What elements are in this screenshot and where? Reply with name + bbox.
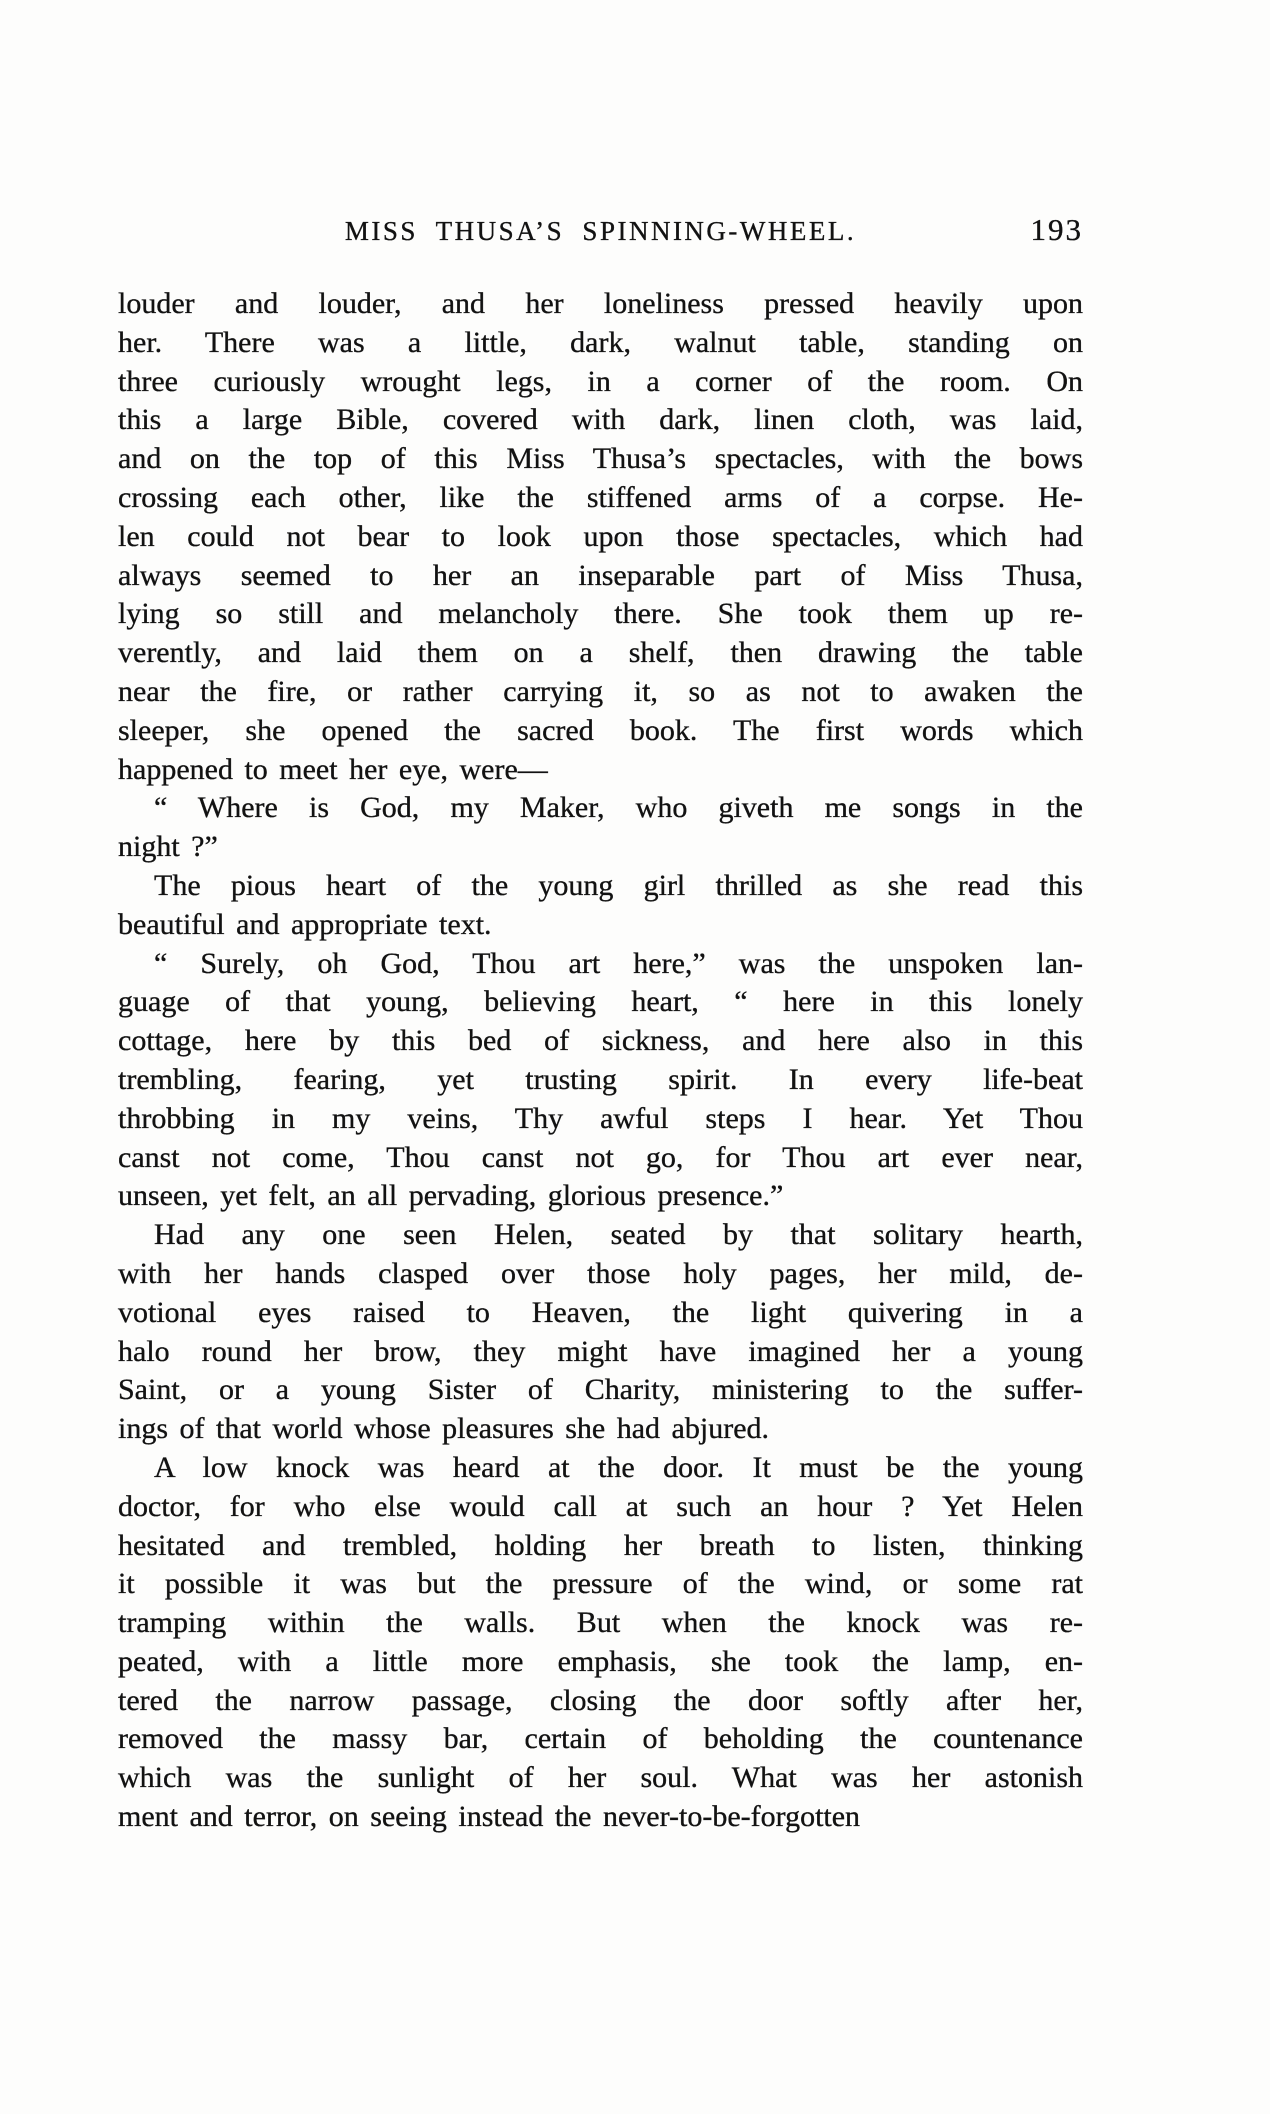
text-line: Saint, or a young Sister of Charity, ministering to the suffer-	[118, 1373, 1083, 1407]
text-line: The pious heart of the young girl thrilled as she read this	[154, 868, 1083, 902]
text-line: removed the massy bar, certain of beholding the countenance	[118, 1722, 1083, 1756]
text-line: always seemed to her an inseparable part of Miss Thusa,	[118, 558, 1083, 592]
text-line: and on the top of this Miss Thusa’s spectacles, with the bows	[118, 442, 1083, 476]
text-line: A low knock was heard at the door. It must be the young	[154, 1450, 1083, 1484]
text-line: tramping within the walls. But when the knock was re-	[118, 1606, 1083, 1640]
text-line: verently, and laid them on a shelf, then drawing the table	[118, 636, 1083, 670]
text-line: it possible it was but the pressure of the wind, or some rat	[118, 1567, 1083, 1601]
text-line: “ Where is God, my Maker, who giveth me songs in the	[154, 791, 1083, 825]
text-line: hesitated and trembled, holding her breath to listen, thinking	[118, 1528, 1083, 1562]
text-line: crossing each other, like the stiffened arms of a corpse. He-	[118, 480, 1083, 514]
text-line: three curiously wrought legs, in a corner of the room. On	[118, 364, 1083, 398]
text-line: tered the narrow passage, closing the door softly after her,	[118, 1683, 1083, 1717]
text-line: votional eyes raised to Heaven, the light quivering in a	[118, 1295, 1083, 1329]
text-line: throbbing in my veins, Thy awful steps I hear. Yet Thou	[118, 1101, 1083, 1135]
text-line: len could not bear to look upon those spectacles, which had	[118, 519, 1083, 553]
page-title: MISS THUSA’S SPINNING-WHEEL.	[344, 216, 857, 246]
text-block	[118, 285, 1083, 1837]
text-line: guage of that young, believing heart, “ here in this lonely	[118, 985, 1083, 1019]
text-line: ings of that world whose pleasures she had abjured.	[118, 1412, 770, 1446]
text-line: peated, with a little more emphasis, she took the lamp, en-	[118, 1644, 1083, 1678]
text-line: unseen, yet felt, an all pervading, glorious presence.”	[118, 1179, 784, 1213]
text-line: her. There was a little, dark, walnut table, standing on	[118, 325, 1083, 359]
text-line: lying so still and melancholy there. She took them up re-	[118, 597, 1083, 631]
text-line: Had any one seen Helen, seated by that solitary hearth,	[154, 1218, 1083, 1252]
text-line: which was the sunlight of her soul. What was her astonish	[118, 1761, 1083, 1795]
text-line: this a large Bible, covered with dark, linen cloth, was laid,	[118, 403, 1083, 437]
text-line: halo round her brow, they might have imagined her a young	[118, 1334, 1083, 1368]
text-line: night ?”	[118, 830, 218, 864]
text-line: louder and louder, and her loneliness pressed heavily upon	[118, 287, 1083, 320]
page-number: 193	[1030, 212, 1083, 247]
text-line: with her hands clasped over those holy pages, her mild, de-	[118, 1256, 1083, 1290]
text-line: near the fire, or rather carrying it, so as not to awaken the	[118, 674, 1083, 708]
text-line: sleeper, she opened the sacred book. The first words which	[118, 713, 1083, 747]
text-line: “ Surely, oh God, Thou art here,” was the unspoken lan-	[154, 946, 1083, 980]
text-line: beautiful and appropriate text.	[118, 907, 492, 941]
text-line: canst not come, Thou canst not go, for Thou art ever near,	[118, 1140, 1083, 1174]
text-line: trembling, fearing, yet trusting spirit. In every life-beat	[118, 1062, 1083, 1096]
text-line: happened to meet her eye, were—	[118, 752, 548, 786]
running-head	[118, 212, 1083, 260]
text-line: doctor, for who else would call at such an hour ? Yet Helen	[118, 1489, 1083, 1523]
text-line: ment and terror, on seeing instead the never-to-be-forgotten	[118, 1800, 861, 1834]
text-line: cottage, here by this bed of sickness, and here also in this	[118, 1024, 1083, 1058]
